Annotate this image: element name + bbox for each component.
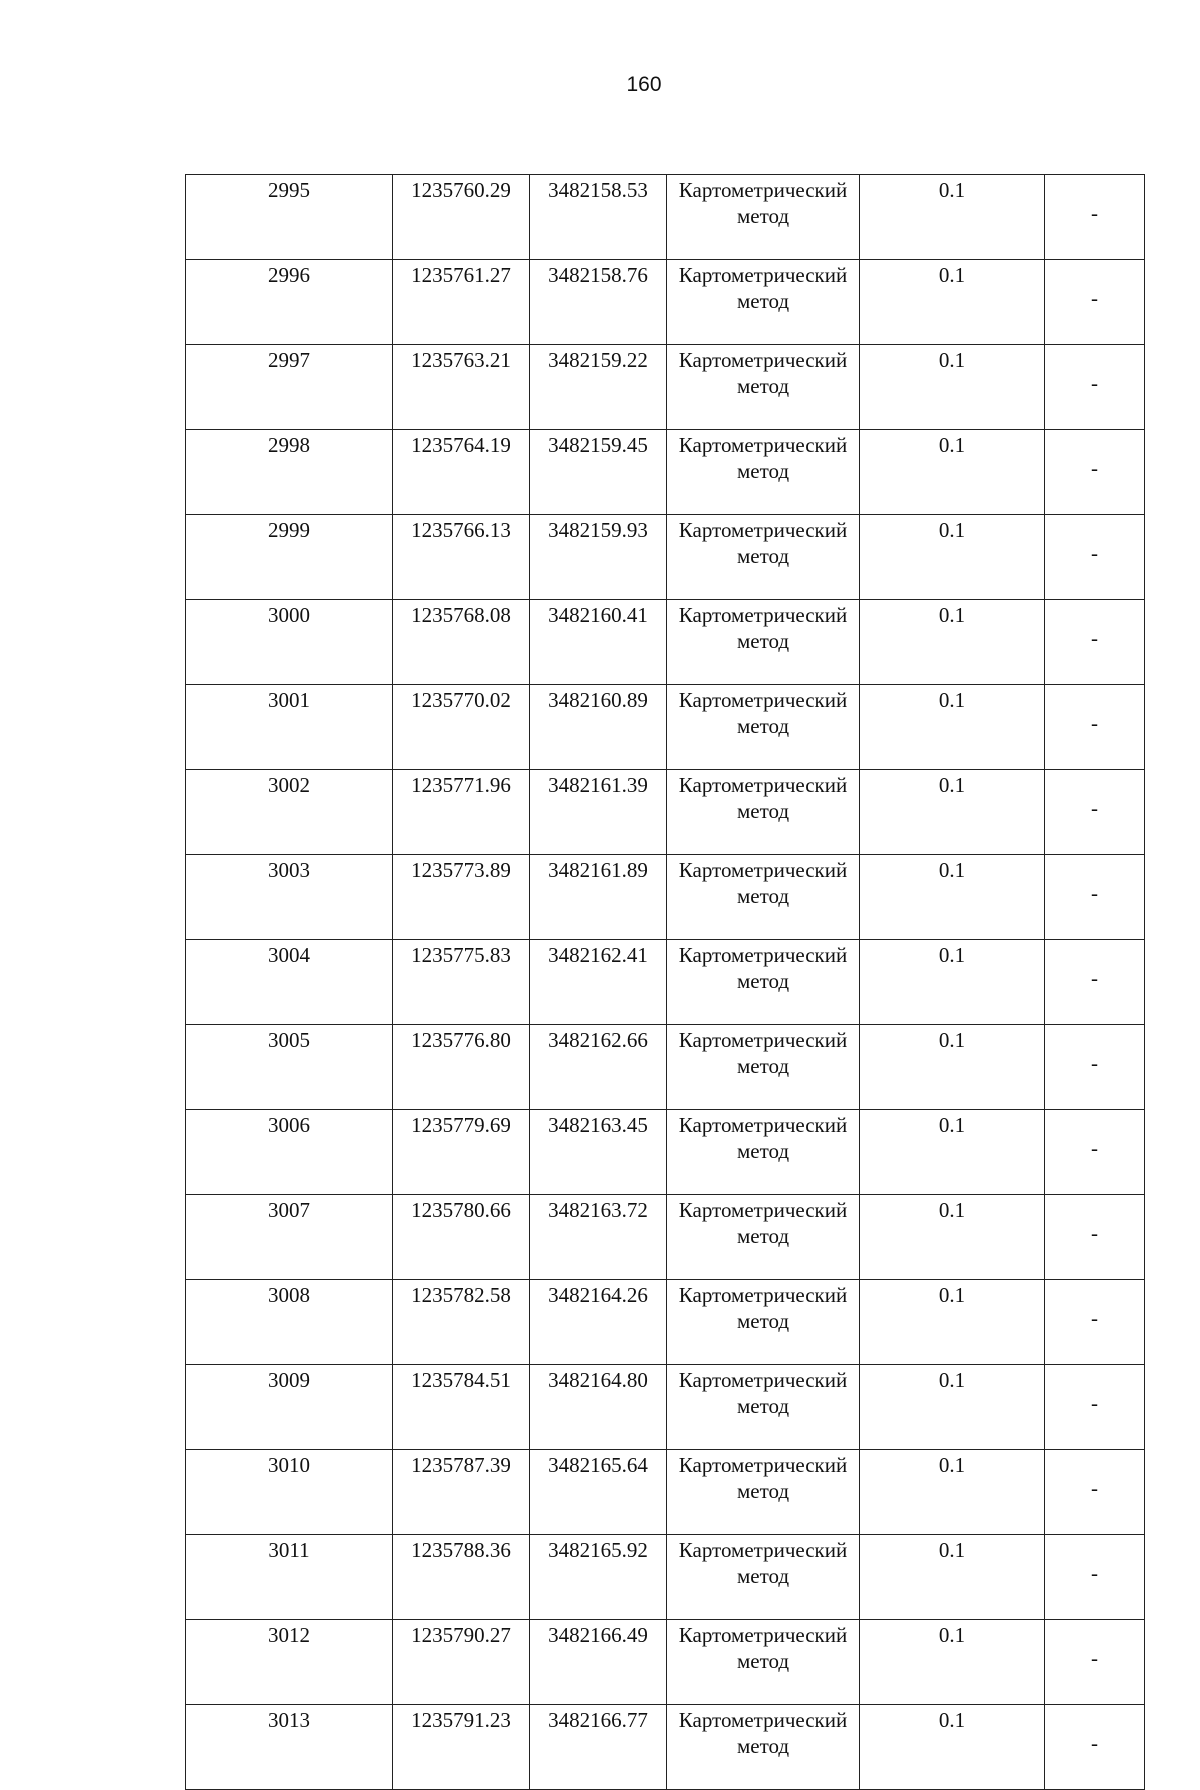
accuracy-cell: 0.1 — [860, 855, 1045, 940]
x-coordinate-cell: 1235788.36 — [393, 1535, 530, 1620]
point-number-cell: 3013 — [186, 1705, 393, 1790]
note-cell: - — [1045, 260, 1145, 345]
method-line-1: Картометрический — [678, 1708, 848, 1732]
method-line-1: Картометрический — [678, 518, 848, 542]
point-number-cell: 3009 — [186, 1365, 393, 1450]
y-coordinate-cell: 3482162.41 — [530, 940, 667, 1025]
method-line-2: метод — [736, 289, 790, 313]
note-cell: - — [1045, 1025, 1145, 1110]
method-cell — [667, 345, 860, 430]
table-row — [186, 1195, 1145, 1280]
accuracy-cell: 0.1 — [860, 1025, 1045, 1110]
method-line-2: метод — [736, 1649, 790, 1673]
method-line-2: метод — [736, 1224, 790, 1248]
note-cell: - — [1045, 1450, 1145, 1535]
table-row — [186, 1535, 1145, 1620]
method-line-2: метод — [736, 884, 790, 908]
table-row — [186, 1110, 1145, 1195]
x-coordinate-cell: 1235771.96 — [393, 770, 530, 855]
accuracy-cell: 0.1 — [860, 685, 1045, 770]
method-cell — [667, 1705, 860, 1790]
y-coordinate-cell: 3482160.41 — [530, 600, 667, 685]
point-number-cell: 3012 — [186, 1620, 393, 1705]
x-coordinate-cell: 1235782.58 — [393, 1280, 530, 1365]
x-coordinate-cell: 1235766.13 — [393, 515, 530, 600]
table-row — [186, 770, 1145, 855]
point-number-cell: 3000 — [186, 600, 393, 685]
point-number-cell: 3011 — [186, 1535, 393, 1620]
method-cell — [667, 430, 860, 515]
method-line-1: Картометрический — [678, 1368, 848, 1392]
y-coordinate-cell: 3482165.64 — [530, 1450, 667, 1535]
x-coordinate-cell: 1235770.02 — [393, 685, 530, 770]
table-row — [186, 940, 1145, 1025]
note-cell: - — [1045, 1535, 1145, 1620]
point-number-cell: 2995 — [186, 175, 393, 260]
note-cell: - — [1045, 1620, 1145, 1705]
method-cell — [667, 1620, 860, 1705]
method-line-1: Картометрический — [678, 1198, 848, 1222]
accuracy-cell: 0.1 — [860, 1280, 1045, 1365]
method-cell — [667, 1110, 860, 1195]
method-cell — [667, 1280, 860, 1365]
method-cell — [667, 260, 860, 345]
method-line-1: Картометрический — [678, 603, 848, 627]
x-coordinate-cell: 1235784.51 — [393, 1365, 530, 1450]
method-line-2: метод — [736, 1734, 790, 1758]
accuracy-cell: 0.1 — [860, 260, 1045, 345]
y-coordinate-cell: 3482166.77 — [530, 1705, 667, 1790]
point-number-cell: 3005 — [186, 1025, 393, 1110]
y-coordinate-cell: 3482162.66 — [530, 1025, 667, 1110]
x-coordinate-cell: 1235773.89 — [393, 855, 530, 940]
note-cell: - — [1045, 940, 1145, 1025]
method-line-1: Картометрический — [678, 263, 848, 287]
point-number-cell: 3001 — [186, 685, 393, 770]
method-cell — [667, 940, 860, 1025]
method-line-2: метод — [736, 629, 790, 653]
method-line-2: метод — [736, 969, 790, 993]
accuracy-cell: 0.1 — [860, 515, 1045, 600]
note-cell: - — [1045, 770, 1145, 855]
table-row — [186, 345, 1145, 430]
y-coordinate-cell: 3482161.39 — [530, 770, 667, 855]
coordinates-table-body — [186, 175, 1145, 1790]
note-cell: - — [1045, 430, 1145, 515]
y-coordinate-cell: 3482166.49 — [530, 1620, 667, 1705]
method-cell — [667, 770, 860, 855]
table-row — [186, 430, 1145, 515]
method-line-2: метод — [736, 1309, 790, 1333]
table-row — [186, 260, 1145, 345]
note-cell: - — [1045, 345, 1145, 430]
method-cell — [667, 1535, 860, 1620]
method-cell — [667, 515, 860, 600]
y-coordinate-cell: 3482159.45 — [530, 430, 667, 515]
accuracy-cell: 0.1 — [860, 1705, 1045, 1790]
method-line-1: Картометрический — [678, 858, 848, 882]
point-number-cell: 3006 — [186, 1110, 393, 1195]
point-number-cell: 2997 — [186, 345, 393, 430]
y-coordinate-cell: 3482163.72 — [530, 1195, 667, 1280]
table-row — [186, 600, 1145, 685]
y-coordinate-cell: 3482164.26 — [530, 1280, 667, 1365]
method-line-2: метод — [736, 714, 790, 738]
x-coordinate-cell: 1235780.66 — [393, 1195, 530, 1280]
note-cell: - — [1045, 1110, 1145, 1195]
method-cell — [667, 1025, 860, 1110]
note-cell: - — [1045, 1705, 1145, 1790]
x-coordinate-cell: 1235787.39 — [393, 1450, 530, 1535]
method-line-2: метод — [736, 1394, 790, 1418]
table-row — [186, 1025, 1145, 1110]
y-coordinate-cell: 3482158.76 — [530, 260, 667, 345]
method-cell — [667, 1365, 860, 1450]
accuracy-cell: 0.1 — [860, 175, 1045, 260]
point-number-cell: 3004 — [186, 940, 393, 1025]
accuracy-cell: 0.1 — [860, 1110, 1045, 1195]
point-number-cell: 3008 — [186, 1280, 393, 1365]
accuracy-cell: 0.1 — [860, 1365, 1045, 1450]
method-cell — [667, 1450, 860, 1535]
accuracy-cell: 0.1 — [860, 600, 1045, 685]
note-cell: - — [1045, 600, 1145, 685]
accuracy-cell: 0.1 — [860, 1535, 1045, 1620]
x-coordinate-cell: 1235763.21 — [393, 345, 530, 430]
note-cell: - — [1045, 1280, 1145, 1365]
table-row — [186, 1705, 1145, 1790]
method-line-1: Картометрический — [678, 773, 848, 797]
method-line-2: метод — [736, 1054, 790, 1078]
x-coordinate-cell: 1235791.23 — [393, 1705, 530, 1790]
method-line-1: Картометрический — [678, 348, 848, 372]
method-line-1: Картометрический — [678, 1538, 848, 1562]
method-cell — [667, 685, 860, 770]
method-line-2: метод — [736, 459, 790, 483]
note-cell: - — [1045, 1365, 1145, 1450]
x-coordinate-cell: 1235790.27 — [393, 1620, 530, 1705]
accuracy-cell: 0.1 — [860, 770, 1045, 855]
method-line-1: Картометрический — [678, 1283, 848, 1307]
accuracy-cell: 0.1 — [860, 1620, 1045, 1705]
method-line-1: Картометрический — [678, 1453, 848, 1477]
note-cell: - — [1045, 175, 1145, 260]
x-coordinate-cell: 1235768.08 — [393, 600, 530, 685]
point-number-cell: 2998 — [186, 430, 393, 515]
y-coordinate-cell: 3482164.80 — [530, 1365, 667, 1450]
point-number-cell: 3010 — [186, 1450, 393, 1535]
table-row — [186, 1365, 1145, 1450]
table-row — [186, 855, 1145, 940]
accuracy-cell: 0.1 — [860, 940, 1045, 1025]
accuracy-cell: 0.1 — [860, 430, 1045, 515]
y-coordinate-cell: 3482165.92 — [530, 1535, 667, 1620]
note-cell: - — [1045, 685, 1145, 770]
method-line-1: Картометрический — [678, 1028, 848, 1052]
method-line-1: Картометрический — [678, 688, 848, 712]
method-line-2: метод — [736, 374, 790, 398]
method-line-1: Картометрический — [678, 433, 848, 457]
method-cell — [667, 1195, 860, 1280]
point-number-cell: 2999 — [186, 515, 393, 600]
note-cell: - — [1045, 1195, 1145, 1280]
accuracy-cell: 0.1 — [860, 345, 1045, 430]
method-line-2: метод — [736, 544, 790, 568]
method-line-2: метод — [736, 1479, 790, 1503]
y-coordinate-cell: 3482159.93 — [530, 515, 667, 600]
point-number-cell: 3007 — [186, 1195, 393, 1280]
method-line-2: метод — [736, 1139, 790, 1163]
y-coordinate-cell: 3482159.22 — [530, 345, 667, 430]
x-coordinate-cell: 1235764.19 — [393, 430, 530, 515]
method-line-1: Картометрический — [678, 1623, 848, 1647]
x-coordinate-cell: 1235760.29 — [393, 175, 530, 260]
y-coordinate-cell: 3482163.45 — [530, 1110, 667, 1195]
note-cell: - — [1045, 855, 1145, 940]
table-row — [186, 1450, 1145, 1535]
method-cell — [667, 175, 860, 260]
page-number: 160 — [626, 73, 662, 96]
coordinates-table — [185, 174, 1145, 1790]
table-row — [186, 1280, 1145, 1365]
point-number-cell: 3003 — [186, 855, 393, 940]
x-coordinate-cell: 1235779.69 — [393, 1110, 530, 1195]
method-line-2: метод — [736, 204, 790, 228]
x-coordinate-cell: 1235775.83 — [393, 940, 530, 1025]
y-coordinate-cell: 3482161.89 — [530, 855, 667, 940]
x-coordinate-cell: 1235776.80 — [393, 1025, 530, 1110]
method-line-1: Картометрический — [678, 943, 848, 967]
point-number-cell: 2996 — [186, 260, 393, 345]
accuracy-cell: 0.1 — [860, 1450, 1045, 1535]
table-row — [186, 685, 1145, 770]
table-row — [186, 515, 1145, 600]
table-row — [186, 175, 1145, 260]
method-line-2: метод — [736, 799, 790, 823]
method-cell — [667, 600, 860, 685]
method-line-2: метод — [736, 1564, 790, 1588]
table-row — [186, 1620, 1145, 1705]
method-line-1: Картометрический — [678, 1113, 848, 1137]
accuracy-cell: 0.1 — [860, 1195, 1045, 1280]
x-coordinate-cell: 1235761.27 — [393, 260, 530, 345]
note-cell: - — [1045, 515, 1145, 600]
y-coordinate-cell: 3482160.89 — [530, 685, 667, 770]
y-coordinate-cell: 3482158.53 — [530, 175, 667, 260]
method-cell — [667, 855, 860, 940]
point-number-cell: 3002 — [186, 770, 393, 855]
method-line-1: Картометрический — [678, 178, 848, 202]
